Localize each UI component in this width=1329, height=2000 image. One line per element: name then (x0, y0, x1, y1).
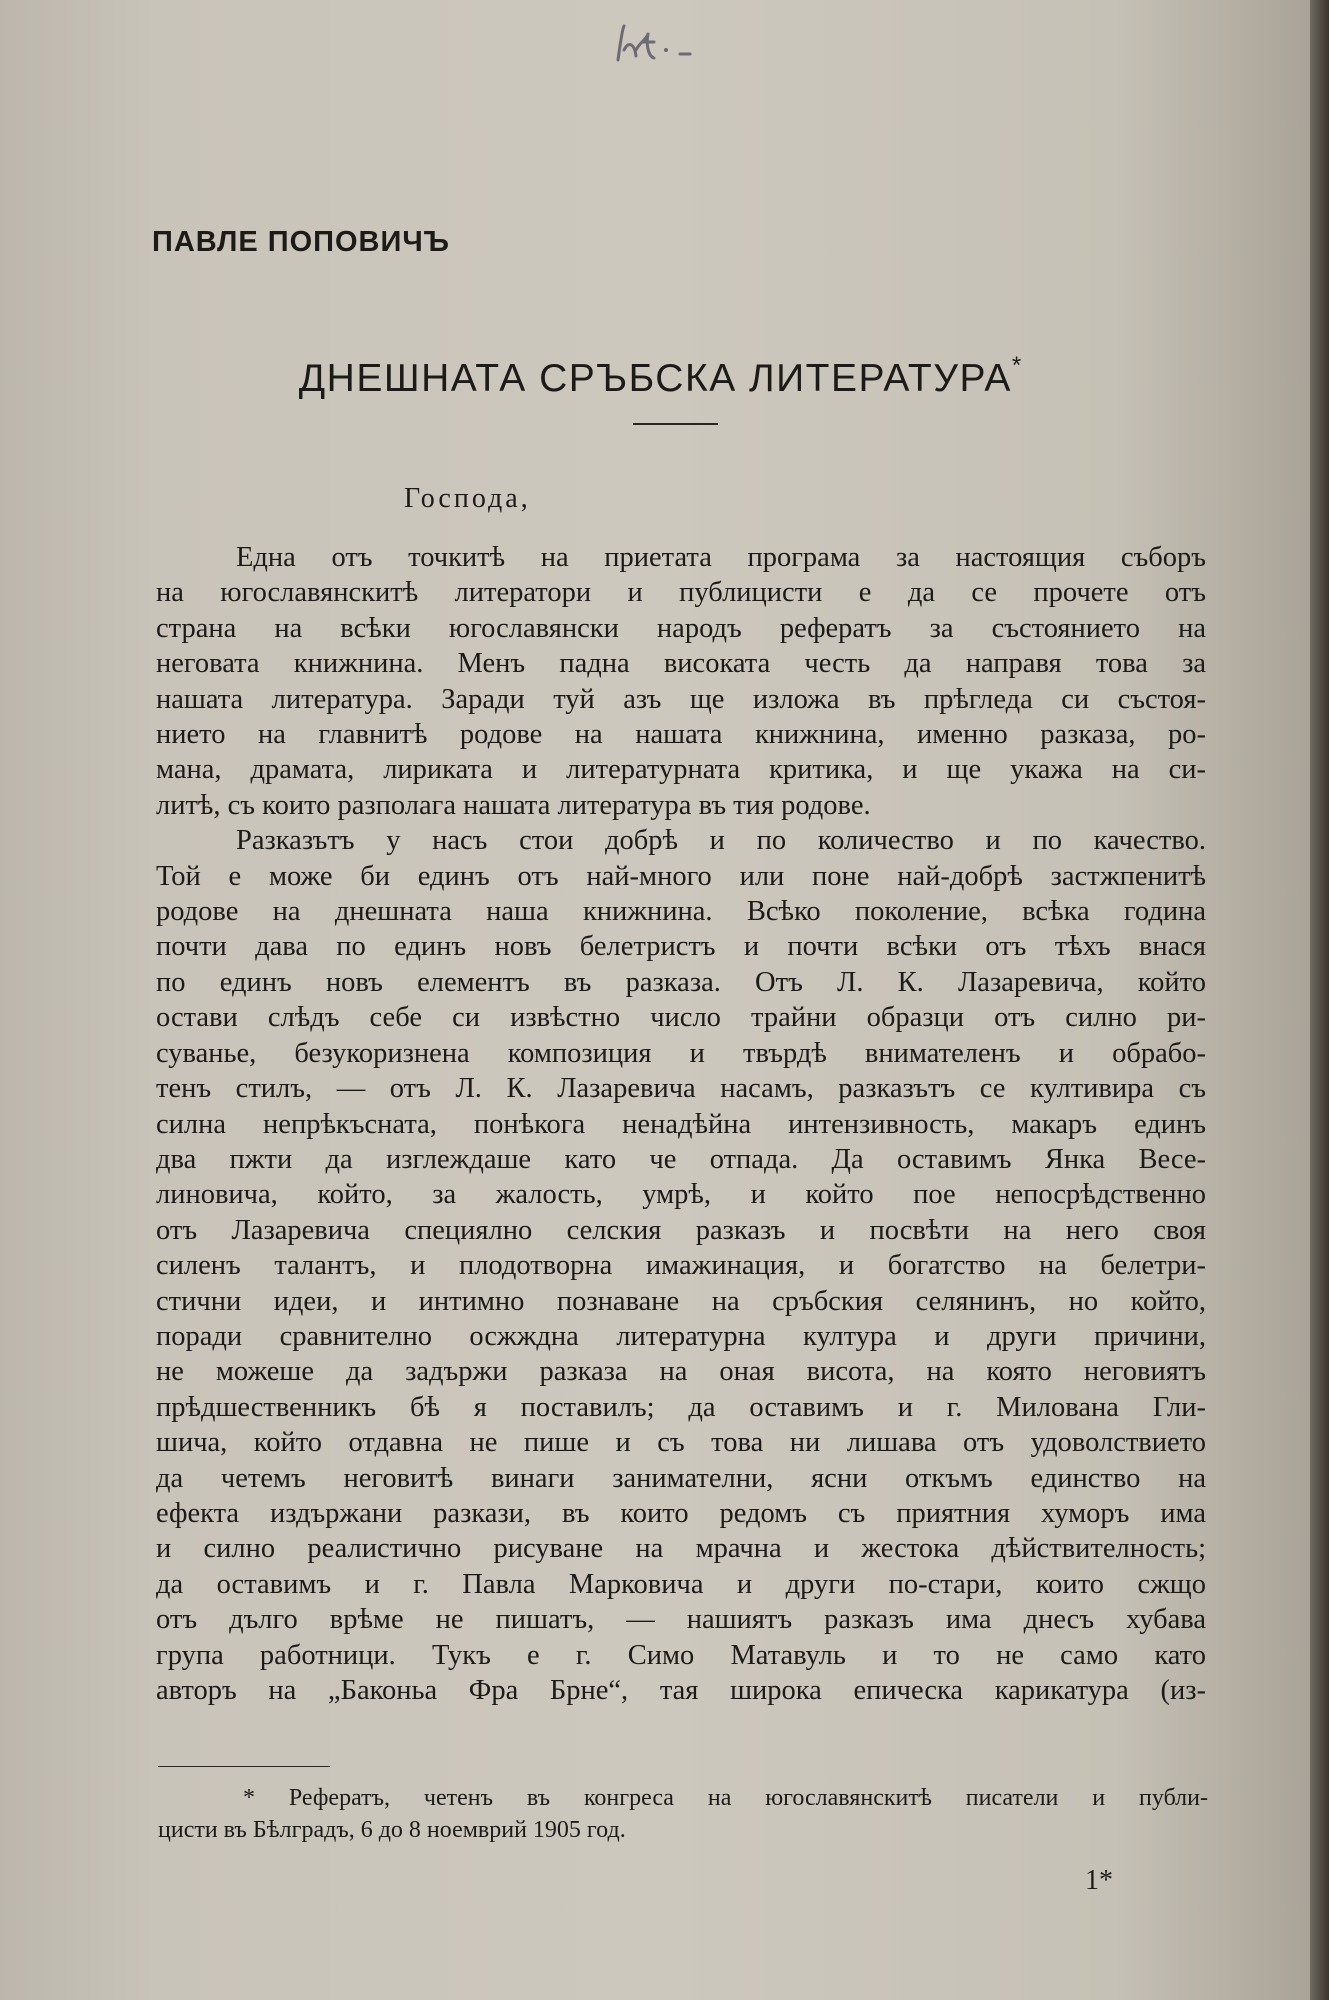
body-text (156, 540, 1206, 1708)
text-line: да оставимъ и г. Павла Марковича и други по-стари, които сжщо (156, 1568, 1206, 1600)
text-line: група работници. Тукъ е г. Симо Матавуль и то не само като (156, 1639, 1206, 1671)
text-line: нашата литература. Заради туй азъ ще изложа въ прѣгледа си състоя- (156, 683, 1206, 715)
text-line: мана, драмата, лириката и литературната критика, и ще укажа на си- (156, 754, 1206, 786)
text-line: Една отъ точкитѣ на приетата програма за настоящия съборъ (236, 542, 1206, 573)
page-number: 1* (1085, 1865, 1113, 1896)
text-line: литѣ, съ които разполага нашата литература въ тия родове. (156, 789, 871, 821)
text-line: стични идеи, и интимно познаване на сръбския селянинъ, но който, (156, 1285, 1206, 1317)
footnote-divider (158, 1766, 330, 1767)
footnote-line: * Рефератъ, четенъ въ конгреса на югославянскитѣ писатели и публи- (243, 1785, 1208, 1811)
text-line: силна непрѣкъсната, понѣкога ненадѣйна интензивность, макаръ единъ (156, 1108, 1206, 1140)
footnote (158, 1782, 1208, 1846)
text-line: ефекта издържани разкази, въ които редомъ съ приятния хуморъ има (156, 1497, 1206, 1529)
text-line: два пжти да изглеждаше като че отпада. Да оставимъ Янка Весе- (156, 1143, 1206, 1175)
title-divider (633, 423, 718, 425)
text-line: авторъ на „Баконьа Фра Брне“, тая широка епическа карикатура (из- (156, 1675, 1206, 1706)
article-title (160, 352, 1160, 401)
text-line: суванье, безукоризнена композиция и твърдѣ внимателенъ и обрабо- (156, 1037, 1206, 1069)
text-line: отъ дълго врѣме не пишатъ, — нашиятъ разказъ има днесъ хубава (156, 1604, 1206, 1636)
text-line: линовича, който, за жалость, умрѣ, и който пое непосрѣдственно (156, 1179, 1206, 1211)
salutation: Господа, (404, 483, 531, 514)
text-line: остави слѣдъ себе си извѣстно число трайни образци отъ силно ри- (156, 1002, 1206, 1034)
text-line: отъ Лазаревича специялно селския разказъ и посвѣти на него своя (156, 1214, 1206, 1246)
text-line: да четемъ неговитѣ винаги занимателни, ясни откъмъ единство на (156, 1462, 1206, 1494)
author-name: ПАВЛЕ ПОПОВИЧЪ (152, 226, 450, 258)
text-line: тенъ стилъ, — отъ Л. К. Лазаревича насамъ, разказътъ се култивира съ (156, 1073, 1206, 1105)
pencil-annotation (610, 20, 720, 70)
text-line: прѣдшественникъ бѣ я поставилъ; да оставимъ и г. Милована Гли- (156, 1391, 1206, 1423)
text-line: на югославянскитѣ литератори и публицисти е да се прочете отъ (156, 577, 1206, 609)
text-line: поради сравнително осжждна литературна култура и други причини, (156, 1320, 1206, 1352)
book-spine-shadow (1310, 0, 1329, 2000)
text-line: Разказътъ у насъ стои добрѣ и по количество и по качество. (236, 825, 1206, 857)
footnote-line: цисти въ Бѣлградъ, 6 до 8 ноемврий 1905 год. (158, 1817, 626, 1843)
text-line: Той е може би единъ отъ най-много или поне най-добрѣ застжпенитѣ (156, 860, 1206, 892)
title-text: ДНЕШНАТА СРЪБСКА ЛИТЕРАТУРА (298, 357, 1012, 400)
text-line: почти дава по единъ новъ белетристъ и почти всѣки отъ тѣхъ внася (156, 931, 1206, 963)
text-line: родове на днешната наша книжнина. Всѣко поколение, всѣка година (156, 896, 1206, 928)
text-line: по единъ новъ елементъ въ разказа. Отъ Л. К. Лазаревича, който (156, 966, 1206, 998)
text-line: не можеше да задържи разказа на оная висота, на която неговиятъ (156, 1356, 1206, 1388)
text-line: силенъ талантъ, и плодотворна имажинация, и богатство на белетри- (156, 1250, 1206, 1282)
text-line: нието на главнитѣ родове на нашата книжнина, именно разказа, ро- (156, 719, 1206, 751)
text-line: шича, който отдавна не пише и съ това ни лишава отъ удоволствието (156, 1427, 1206, 1459)
title-footnote-mark: * (1011, 352, 1022, 379)
text-line: и силно реалистично рисуване на мрачна и жестока дѣйствителность; (156, 1533, 1206, 1565)
text-line: страна на всѣки югославянски народъ рефератъ за състоянието на (156, 612, 1206, 644)
text-line: неговата книжнина. Менъ падна високата честь да направя това за (156, 648, 1206, 680)
